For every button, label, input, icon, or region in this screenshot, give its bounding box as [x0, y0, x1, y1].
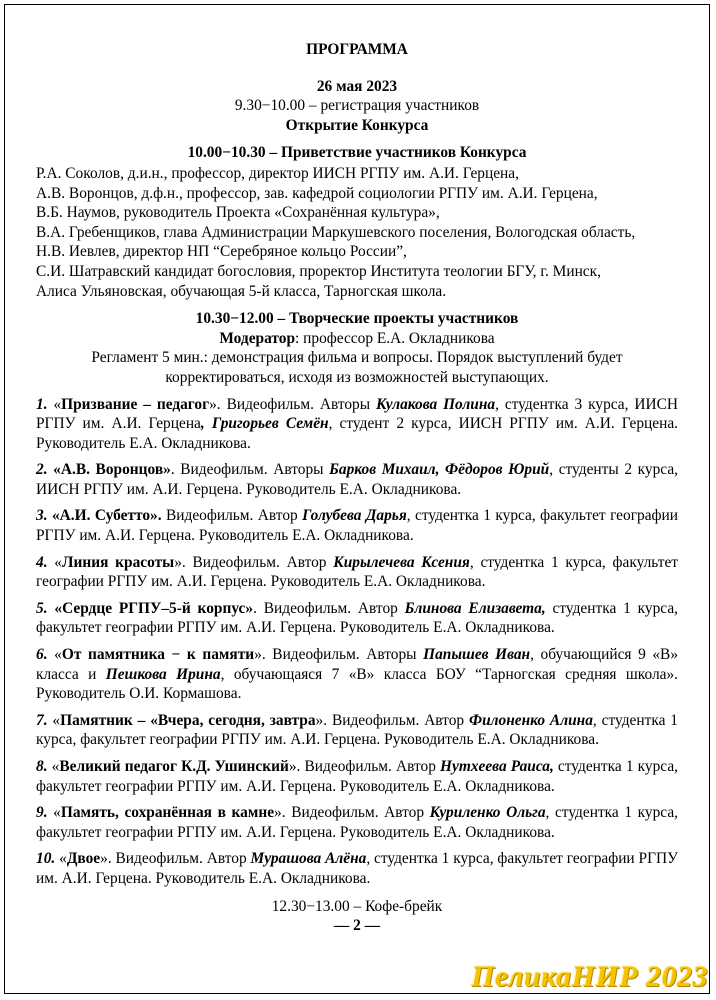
- event-date: 26 мая 2023: [316, 77, 398, 95]
- speaker-line: Алиса Ульяновская, обучающая 5-й класса, Тарногская школа.: [36, 282, 447, 300]
- page-title: ПРОГРАММА: [306, 41, 408, 58]
- registration-time: 9.30−10.00 – регистрация участников: [234, 97, 480, 115]
- project-item: 10. «Двое». Видеофильм. Автор Мурашова Алёна, студентка 1 курса, факультет географии РГПУ им. А.И. Герцена. Руководитель Е.А. Окладникова.: [36, 850, 678, 887]
- program-document: [36, 40, 678, 936]
- rules-line: корректироваться, исходя из возможностей выступающих.: [165, 368, 549, 386]
- projects-heading: 10.30−12.00 – Творческие проекты участников: [195, 310, 519, 328]
- speaker-line: Н.В. Иевлев, директор НП “Серебряное кольцо России”,: [36, 243, 407, 261]
- opening-heading: Открытие Конкурса: [285, 116, 429, 134]
- projects-list: [36, 395, 678, 889]
- page-number: — 2 —: [333, 917, 381, 935]
- moderator-label: Модератор: [219, 329, 296, 347]
- speaker-line: Р.А. Соколов, д.и.н., профессор, директор ИИСН РГПУ им. А.И. Герцена,: [36, 164, 519, 182]
- watermark-logo: ПеликаНИР 2023: [471, 960, 708, 993]
- rules-line: Регламент 5 мин.: демонстрация фильма и вопросы. Порядок выступлений будет: [91, 349, 623, 367]
- coffee-break: 12.30−13.00 – Кофе-брейк: [271, 897, 443, 915]
- project-item: 6. «От памятника − к памяти». Видеофильм. Авторы Папышев Иван, обучающийся 9 «В» класса и Пешкова Ирина, обучающаяся 7 «В» класса БОУ “Тарногская средняя школа». Руководитель О.И. Кормашова.: [36, 646, 679, 703]
- project-item: 1. «Призвание – педагог». Видеофильм. Авторы Кулакова Полина, студентка 3 курса, ИИСН РГПУ им. А.И. Герцена, Григорьев Семён, студент 2 курса, ИИСН РГПУ им. А.И. Герцена. Руководитель Е.А. Окладникова.: [36, 395, 679, 452]
- greetings-heading: 10.00−10.30 – Приветствие участников Конкурса: [187, 144, 527, 162]
- moderator-line: [36, 329, 678, 349]
- project-item: 3. «А.И. Субетто». Видеофильм. Автор Голубева Дарья, студентка 1 курса, факультет географии РГПУ им. А.И. Герцена. Руководитель Е.А. Окладникова.: [36, 507, 678, 545]
- project-item: 9. «Память, сохранённая в камне». Видеофильм. Автор Куриленко Ольга, студентка 1 курса, факультет географии РГПУ им. А.И. Герцена. Руководитель Е.А. Окладникова.: [36, 804, 678, 841]
- project-item: 7. «Памятник – «Вчера, сегодня, завтра». Видеофильм. Автор Филоненко Алина, студентка 1 курса, факультет географии РГПУ им. А.И. Герцена. Руководитель Е.А. Окладникова.: [36, 711, 678, 749]
- project-item: 8. «Великий педагог К.Д. Ушинский». Видеофильм. Автор Нутхеева Раиса, студентка 1 курса, факультет географии РГПУ им. А.И. Герцена. Руководитель Е.А. Окладникова.: [36, 758, 678, 795]
- speaker-line: В.Б. Наумов, руководитель Проекта «Сохранённая культура»,: [36, 204, 440, 222]
- speaker-line: С.И. Шатравский кандидат богословия, проректор Института теологии БГУ, г. Минск,: [36, 262, 601, 280]
- speaker-line: А.В. Воронцов, д.ф.н., профессор, зав. кафедрой социологии РГПУ им. А.И. Герцена,: [36, 184, 598, 202]
- speakers-list: [36, 164, 678, 301]
- moderator-text: : профессор Е.А. Окладникова: [295, 329, 495, 347]
- project-item: 4. «Линия красоты». Видеофильм. Автор Кирылечева Ксения, студентка 1 курса, факультет географии РГПУ им. А.И. Герцена. Руководитель Е.А. Окладникова.: [36, 553, 678, 591]
- project-item: 2. «А.В. Воронцов». Видеофильм. Авторы Барков Михаил, Фёдоров Юрий, студенты 2 курса, ИИСН РГПУ им. А.И. Герцена. Руководитель Е.А. Окладникова.: [36, 461, 679, 498]
- speaker-line: В.А. Гребенщиков, глава Администрации Маркушевского поселения, Вологодская область,: [36, 223, 636, 241]
- project-item: 5. «Сердце РГПУ–5-й корпус». Видеофильм. Автор Блинова Елизавета, студентка 1 курса, факультет географии РГПУ им. А.И. Герцена. Руководитель Е.А. Окладникова.: [36, 599, 678, 637]
